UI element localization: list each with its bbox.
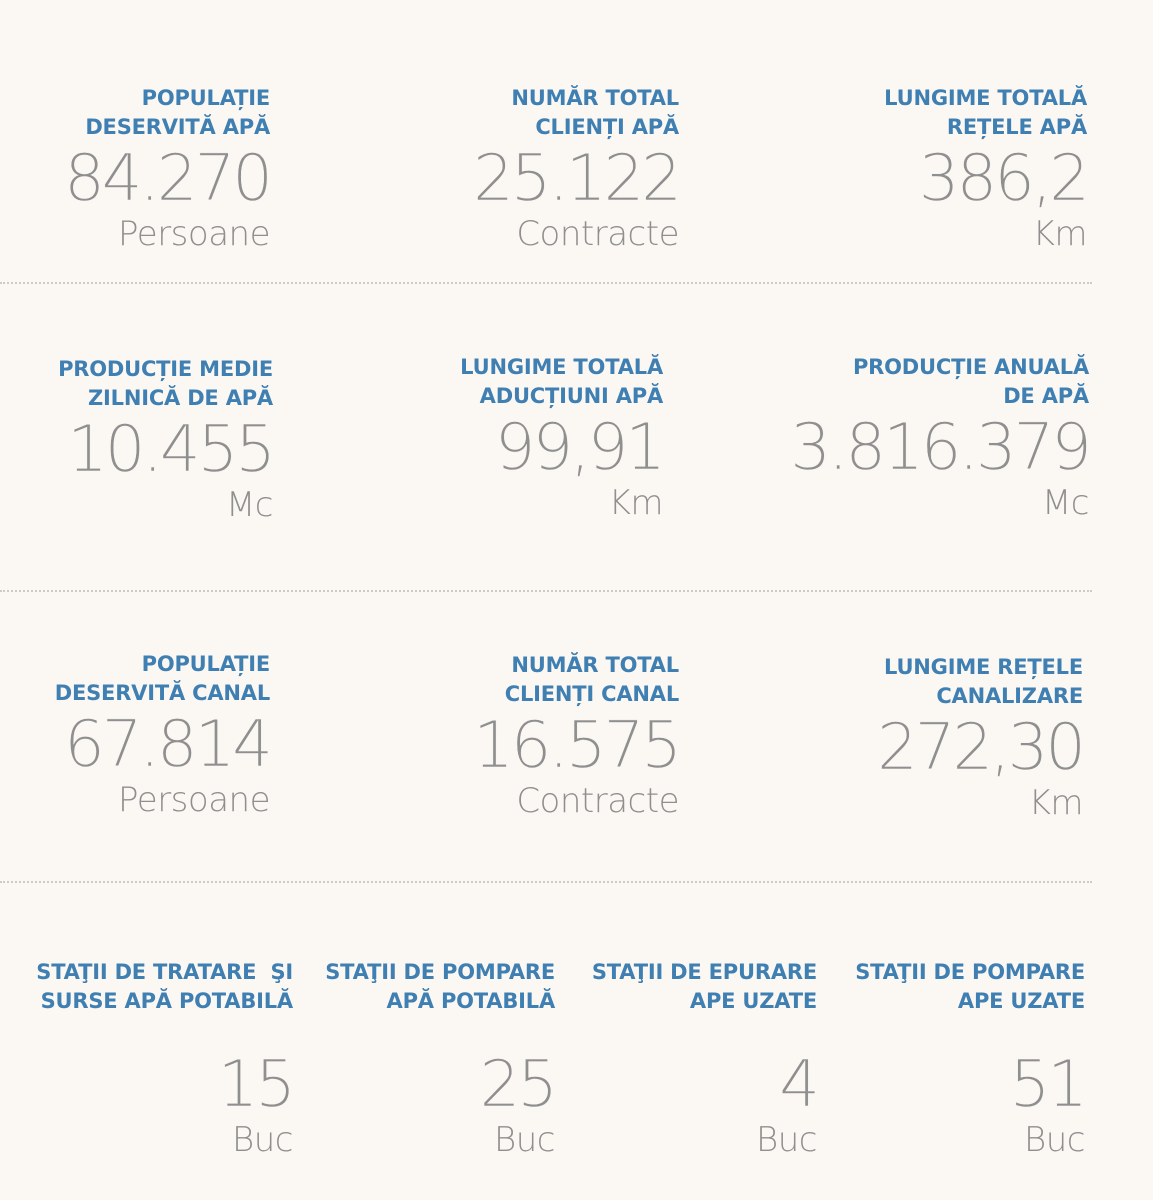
stat-label: STAŢII DE POMPARE APĂ POTABILĂ (325, 960, 555, 1013)
stat-label: POPULAȚIE DESERVITĂ CANAL (54, 652, 270, 705)
stat-value: 4 (779, 1048, 817, 1122)
stat-statii-epurare-ape-uzate (592, 958, 817, 1160)
stat-numar-total-clienti-apa (473, 84, 679, 254)
stat-populatie-deservita-apa (64, 84, 270, 254)
stat-label: POPULAȚIE DESERVITĂ APĂ (85, 86, 270, 139)
stat-value: 25.122 (473, 142, 679, 216)
stat-label: STAŢII DE EPURARE APE UZATE (591, 960, 817, 1013)
stat-value: 15 (217, 1048, 293, 1122)
stat-value: 84.270 (64, 142, 270, 216)
stat-value: 99,91 (494, 411, 663, 485)
stat-unit: Km (608, 483, 663, 523)
dotted-divider (0, 881, 1092, 883)
stat-label: PRODUCȚIE MEDIE ZILNICĂ DE APĂ (58, 357, 273, 410)
stat-label: LUNGIME TOTALĂ REȚELE APĂ (884, 86, 1087, 139)
stat-value: 67.814 (64, 708, 270, 782)
stat-value: 3.816.379 (790, 411, 1089, 485)
stat-statii-pompare-apa-potabila (325, 958, 555, 1160)
stat-label: LUNGIME TOTALĂ ADUCȚIUNI APĂ (460, 355, 663, 408)
stat-unit: Mc (225, 485, 273, 525)
stat-value: 10.455 (67, 413, 273, 487)
stat-unit: Mc (1041, 483, 1089, 523)
stat-label: LUNGIME REȚELE CANALIZARE (884, 655, 1083, 708)
stat-statii-pompare-ape-uzate (855, 958, 1085, 1160)
stat-lungime-totala-retele-apa (884, 84, 1087, 254)
stat-value: 386,2 (918, 142, 1087, 216)
stat-productie-anuala-apa (790, 353, 1089, 523)
stat-statii-tratare-surse (36, 958, 293, 1160)
stat-lungime-totala-aductiuni-apa (460, 353, 663, 523)
stat-unit: Km (1028, 783, 1083, 823)
dotted-divider (0, 282, 1092, 284)
dotted-divider (0, 590, 1092, 592)
stat-unit: Buc (493, 1120, 555, 1160)
stat-unit: Buc (755, 1120, 817, 1160)
stat-value: 51 (1009, 1048, 1085, 1122)
stat-populatie-deservita-canal (55, 650, 270, 820)
stat-label: PRODUCȚIE ANUALĂ DE APĂ (852, 355, 1089, 408)
stat-value: 25 (479, 1048, 555, 1122)
stat-productie-medie-zilnica (58, 355, 273, 525)
stat-unit: Contracte (516, 214, 679, 254)
stat-unit: Buc (1023, 1120, 1085, 1160)
stat-label: NUMĂR TOTAL CLIENȚI CANAL (504, 653, 679, 706)
stat-unit: Km (1032, 214, 1087, 254)
stat-label: STAŢII DE TRATARE ŞI SURSE APĂ POTABILĂ (36, 960, 293, 1013)
stat-unit: Buc (231, 1120, 293, 1160)
stat-unit: Contracte (516, 781, 679, 821)
stat-unit: Persoane (117, 780, 270, 820)
stat-value: 272,30 (877, 711, 1083, 785)
stat-unit: Persoane (117, 214, 270, 254)
stat-lungime-retele-canalizare (877, 653, 1083, 823)
stat-value: 16.575 (473, 709, 679, 783)
stat-numar-total-clienti-canal (473, 651, 679, 821)
stat-label: STAŢII DE POMPARE APE UZATE (855, 960, 1085, 1013)
stat-label: NUMĂR TOTAL CLIENȚI APĂ (511, 86, 679, 139)
